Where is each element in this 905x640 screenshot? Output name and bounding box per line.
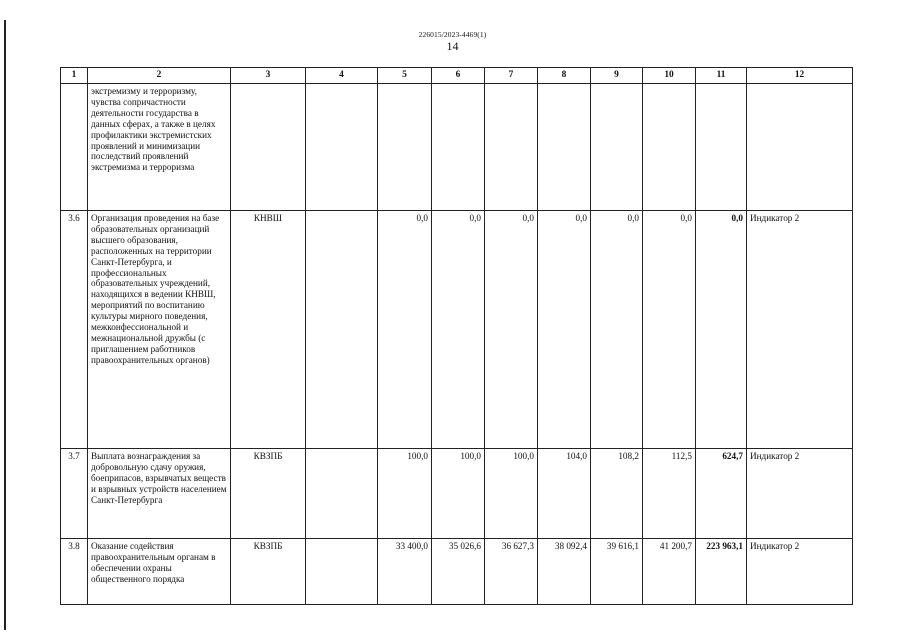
value-cell: 0,0 [485,211,538,449]
col4-cell [306,84,378,211]
value-cell [485,84,538,211]
table-row [61,449,853,539]
column-header: 5 [378,68,432,84]
value-cell [643,84,696,211]
column-header: 11 [696,68,747,84]
indicator-cell: Индикатор 2 [747,539,853,605]
value-cell [378,84,432,211]
value-cell [591,84,643,211]
row-index [61,84,88,211]
value-cell [432,84,485,211]
table-row [61,84,853,211]
value-cell: 39 616,1 [591,539,643,605]
table-row [61,211,853,449]
value-cell: 100,0 [378,449,432,539]
column-header: 1 [61,68,88,84]
activity-name: Оказание содействия правоохранительным органам в обеспечении охраны общественного порядка [88,539,231,605]
column-header: 9 [591,68,643,84]
total-cell: 624,7 [696,449,747,539]
column-header: 2 [88,68,231,84]
program-activities-table [60,67,853,605]
indicator-cell: Индикатор 2 [747,449,853,539]
col4-cell [306,211,378,449]
value-cell: 104,0 [538,449,591,539]
executor-code: КВЗПБ [231,539,306,605]
column-header: 7 [485,68,538,84]
table-row [61,539,853,605]
value-cell: 100,0 [485,449,538,539]
activity-name: экстремизму и терроризму, чувства сопричастности деятельности государства в данных сферах, а также в целях профилактики экстремистских проявлений и минимизации последствий проявлений экстремизма и терроризма [88,84,231,211]
total-cell [696,84,747,211]
value-cell: 35 026,6 [432,539,485,605]
value-cell: 36 627,3 [485,539,538,605]
scan-edge-bar [4,20,6,630]
column-header: 4 [306,68,378,84]
value-cell: 33 400,0 [378,539,432,605]
value-cell: 0,0 [378,211,432,449]
activity-name: Выплата вознаграждения за добровольную сдачу оружия, боеприпасов, взрывчатых веществ и взрывных устройств населением Санкт-Петербурга [88,449,231,539]
value-cell: 112,5 [643,449,696,539]
value-cell: 0,0 [643,211,696,449]
column-header: 8 [538,68,591,84]
column-header: 6 [432,68,485,84]
value-cell: 100,0 [432,449,485,539]
total-cell: 0,0 [696,211,747,449]
column-header: 10 [643,68,696,84]
column-header: 3 [231,68,306,84]
value-cell: 0,0 [538,211,591,449]
page-number: 14 [446,39,459,53]
total-cell: 223 963,1 [696,539,747,605]
activity-name: Организация проведения на базе образовательных организаций высшего образования, расположенных на территории Санкт-Петербурга, и профессиональных образовательных учреждений, находящихся в ведении КНВШ, мероприятий по воспитанию культуры мирного поведения, межконфессиональной и межнациональной дружбы (с приглашением работников правоохранительных органов) [88,211,231,449]
executor-code: КВЗПБ [231,449,306,539]
indicator-cell: Индикатор 2 [747,211,853,449]
column-header: 12 [747,68,853,84]
col4-cell [306,449,378,539]
row-index: 3.6 [61,211,88,449]
row-index: 3.7 [61,449,88,539]
value-cell: 41 200,7 [643,539,696,605]
value-cell: 38 092,4 [538,539,591,605]
document-number: 226015/2023-4469(1) [418,30,487,39]
value-cell: 0,0 [591,211,643,449]
row-index: 3.8 [61,539,88,605]
table-header-row [61,68,853,84]
value-cell: 108,2 [591,449,643,539]
value-cell [538,84,591,211]
value-cell: 0,0 [432,211,485,449]
indicator-cell [747,84,853,211]
col4-cell [306,539,378,605]
executor-code [231,84,306,211]
executor-code: КНВШ [231,211,306,449]
